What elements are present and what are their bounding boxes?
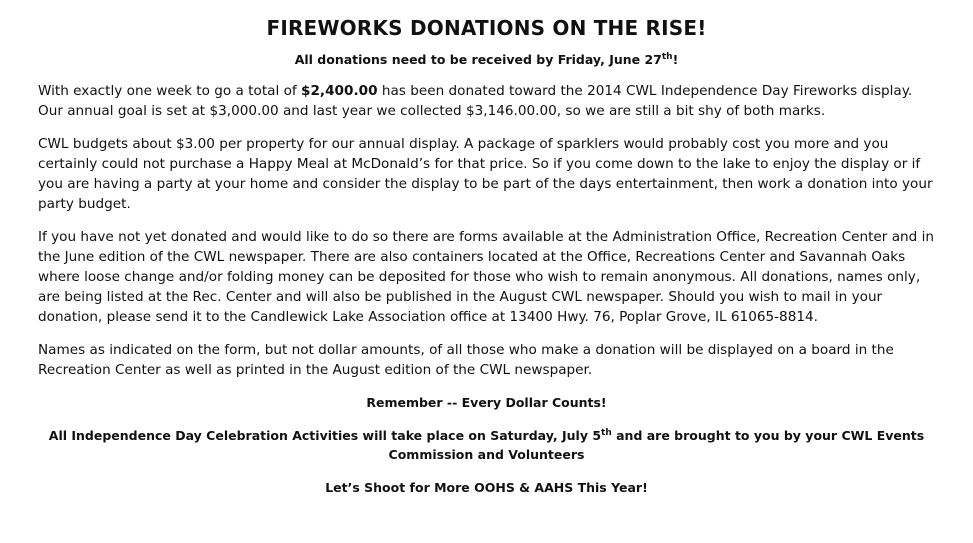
donation-total-amount: $2,400.00 xyxy=(301,83,378,99)
recognition-paragraph: Names as indicated on the form, but not dollar amounts, of all those who make a donation will be displayed on a board in the Recreation Center as well as printed in the August edition of the CWL newspaper. xyxy=(38,342,894,378)
activities-text: All Independence Day Celebration Activities will take place on Saturday, July 5 xyxy=(48,428,602,443)
activities-notice xyxy=(38,426,935,464)
remember-line: Remember -- Every Dollar Counts! xyxy=(366,395,607,410)
donation-total-rest: has been donated toward the 2014 CWL Independence Day Fireworks display. Our annual goal is set at $3,000.00 and last year we collected $3,146.00.00, so we are still a bit shy of both marks. xyxy=(38,83,913,119)
activities-rest: and are brought to you by your CWL Events Commission and Volunteers xyxy=(388,428,925,462)
article-title: FIREWORKS DONATIONS ON THE RISE! xyxy=(266,16,707,40)
donation-total-intro: With exactly one week to go a total of xyxy=(38,83,302,99)
deadline-exclaim: ! xyxy=(672,52,679,67)
deadline-notice xyxy=(38,50,935,69)
deadline-ordinal: th xyxy=(661,51,673,62)
closing-line: Let’s Shoot for More OOHS & AAHS This Year! xyxy=(325,480,648,495)
budget-paragraph: CWL budgets about $3.00 per property for our annual display. A package of sparklers would probably cost you more and you certainly could not purchase a Happy Meal at McDonald’s for that price. So if you come down to the lake to enjoy the display or if you are having a party at your home and consider the display to be part of the days entertainment, then work a donation into your party budget. xyxy=(38,136,933,212)
deadline-text: All donations need to be received by Friday, June 27 xyxy=(294,52,662,67)
how-to-donate-paragraph: If you have not yet donated and would like to do so there are forms available at the Administration Office, Recreation Center and in the June edition of the CWL newspaper. There are also containers located at the Office, Recreations Center and Savannah Oaks where loose change and/or folding money can be deposited for those who wish to remain anonymous. All donations, names only, are being listed at the Rec. Center and will also be published in the August CWL newspaper. Should you wish to mail in your donation, please send it to the Candlewick Lake Association office at 13400 Hwy. 76, Poplar Grove, IL 61065-8814. xyxy=(38,229,934,325)
donation-total-paragraph xyxy=(38,81,935,121)
activities-ordinal: th xyxy=(601,427,612,438)
